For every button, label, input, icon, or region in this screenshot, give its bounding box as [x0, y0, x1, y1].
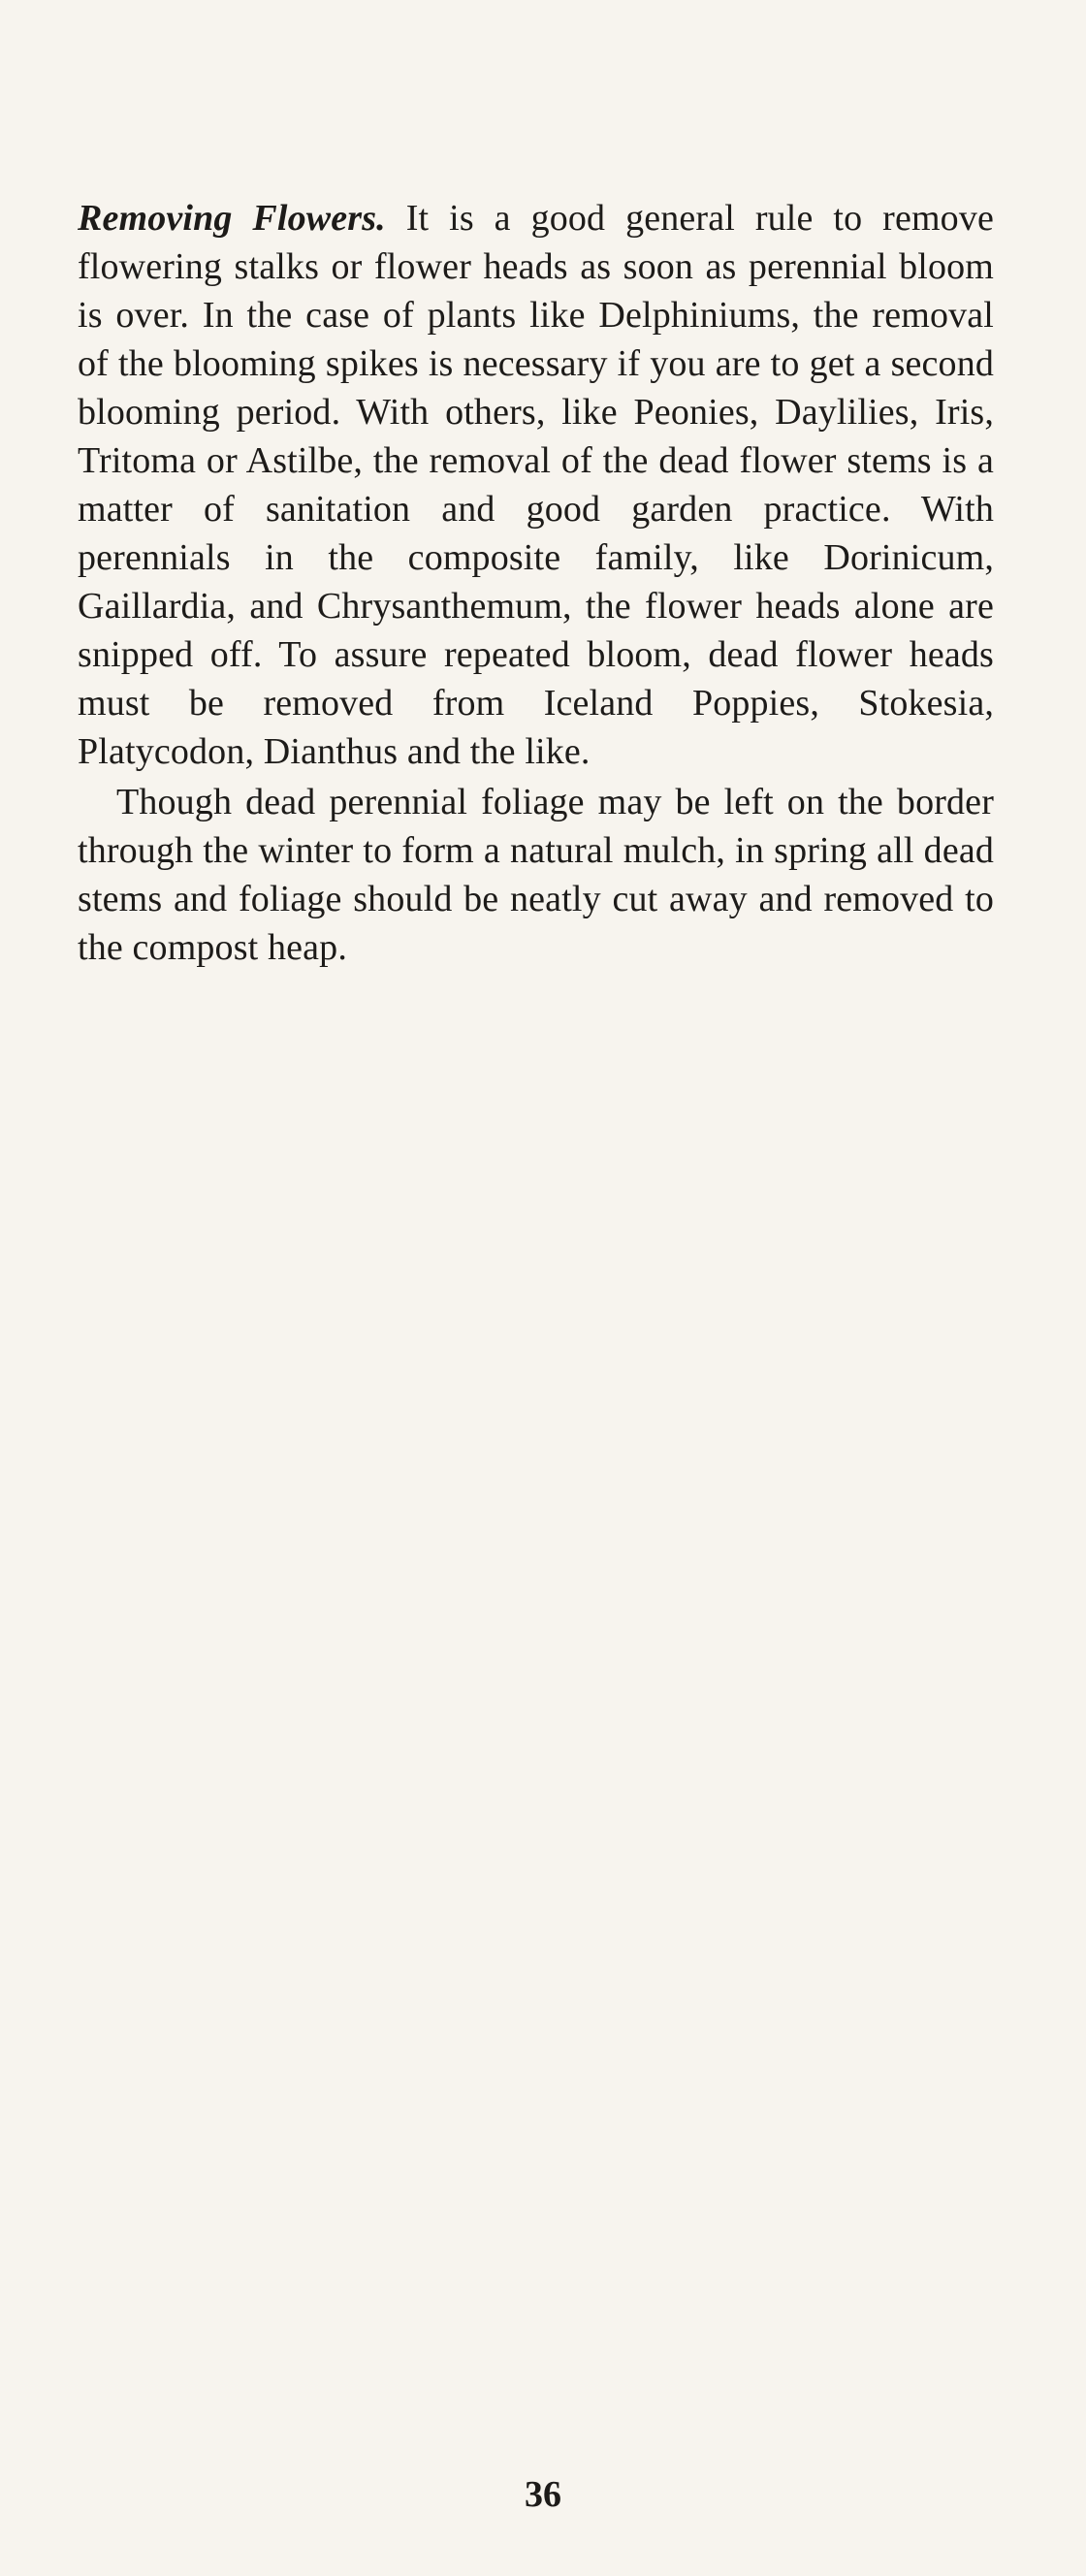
article-body: [78, 194, 994, 972]
paragraph-text: It is a good general rule to remove flowering stalks or flower heads as soon as perennial bloom is over. In the case of plants like Delphiniums, the removal of the blooming spikes is necessary if you are to get a second blooming period. With others, like Peonies, Daylilies, Iris, Tritoma or Astilbe, the removal of the dead flower stems is a matter of sanitation and good garden practice. With perennials in the composite family, like Dorinicum, Gaillardia, and Chrysanthemum, the flower heads alone are snipped off. To assure repeated bloom, dead flower heads must be removed from Iceland Poppies, Stokesia, Platycodon, Dianthus and the like.: [78, 198, 995, 772]
page-number: 36: [525, 2474, 561, 2515]
paragraph-text: Though dead perennial foliage may be left on the border through the winter to form a natural mulch, in spring all dead stems and foliage should be neatly cut away and removed to the compost heap.: [78, 782, 994, 968]
run-in-heading: Removing Flowers.: [78, 198, 386, 239]
paragraph-removing-flowers: [78, 194, 994, 776]
paragraph-dead-foliage: [78, 778, 994, 972]
